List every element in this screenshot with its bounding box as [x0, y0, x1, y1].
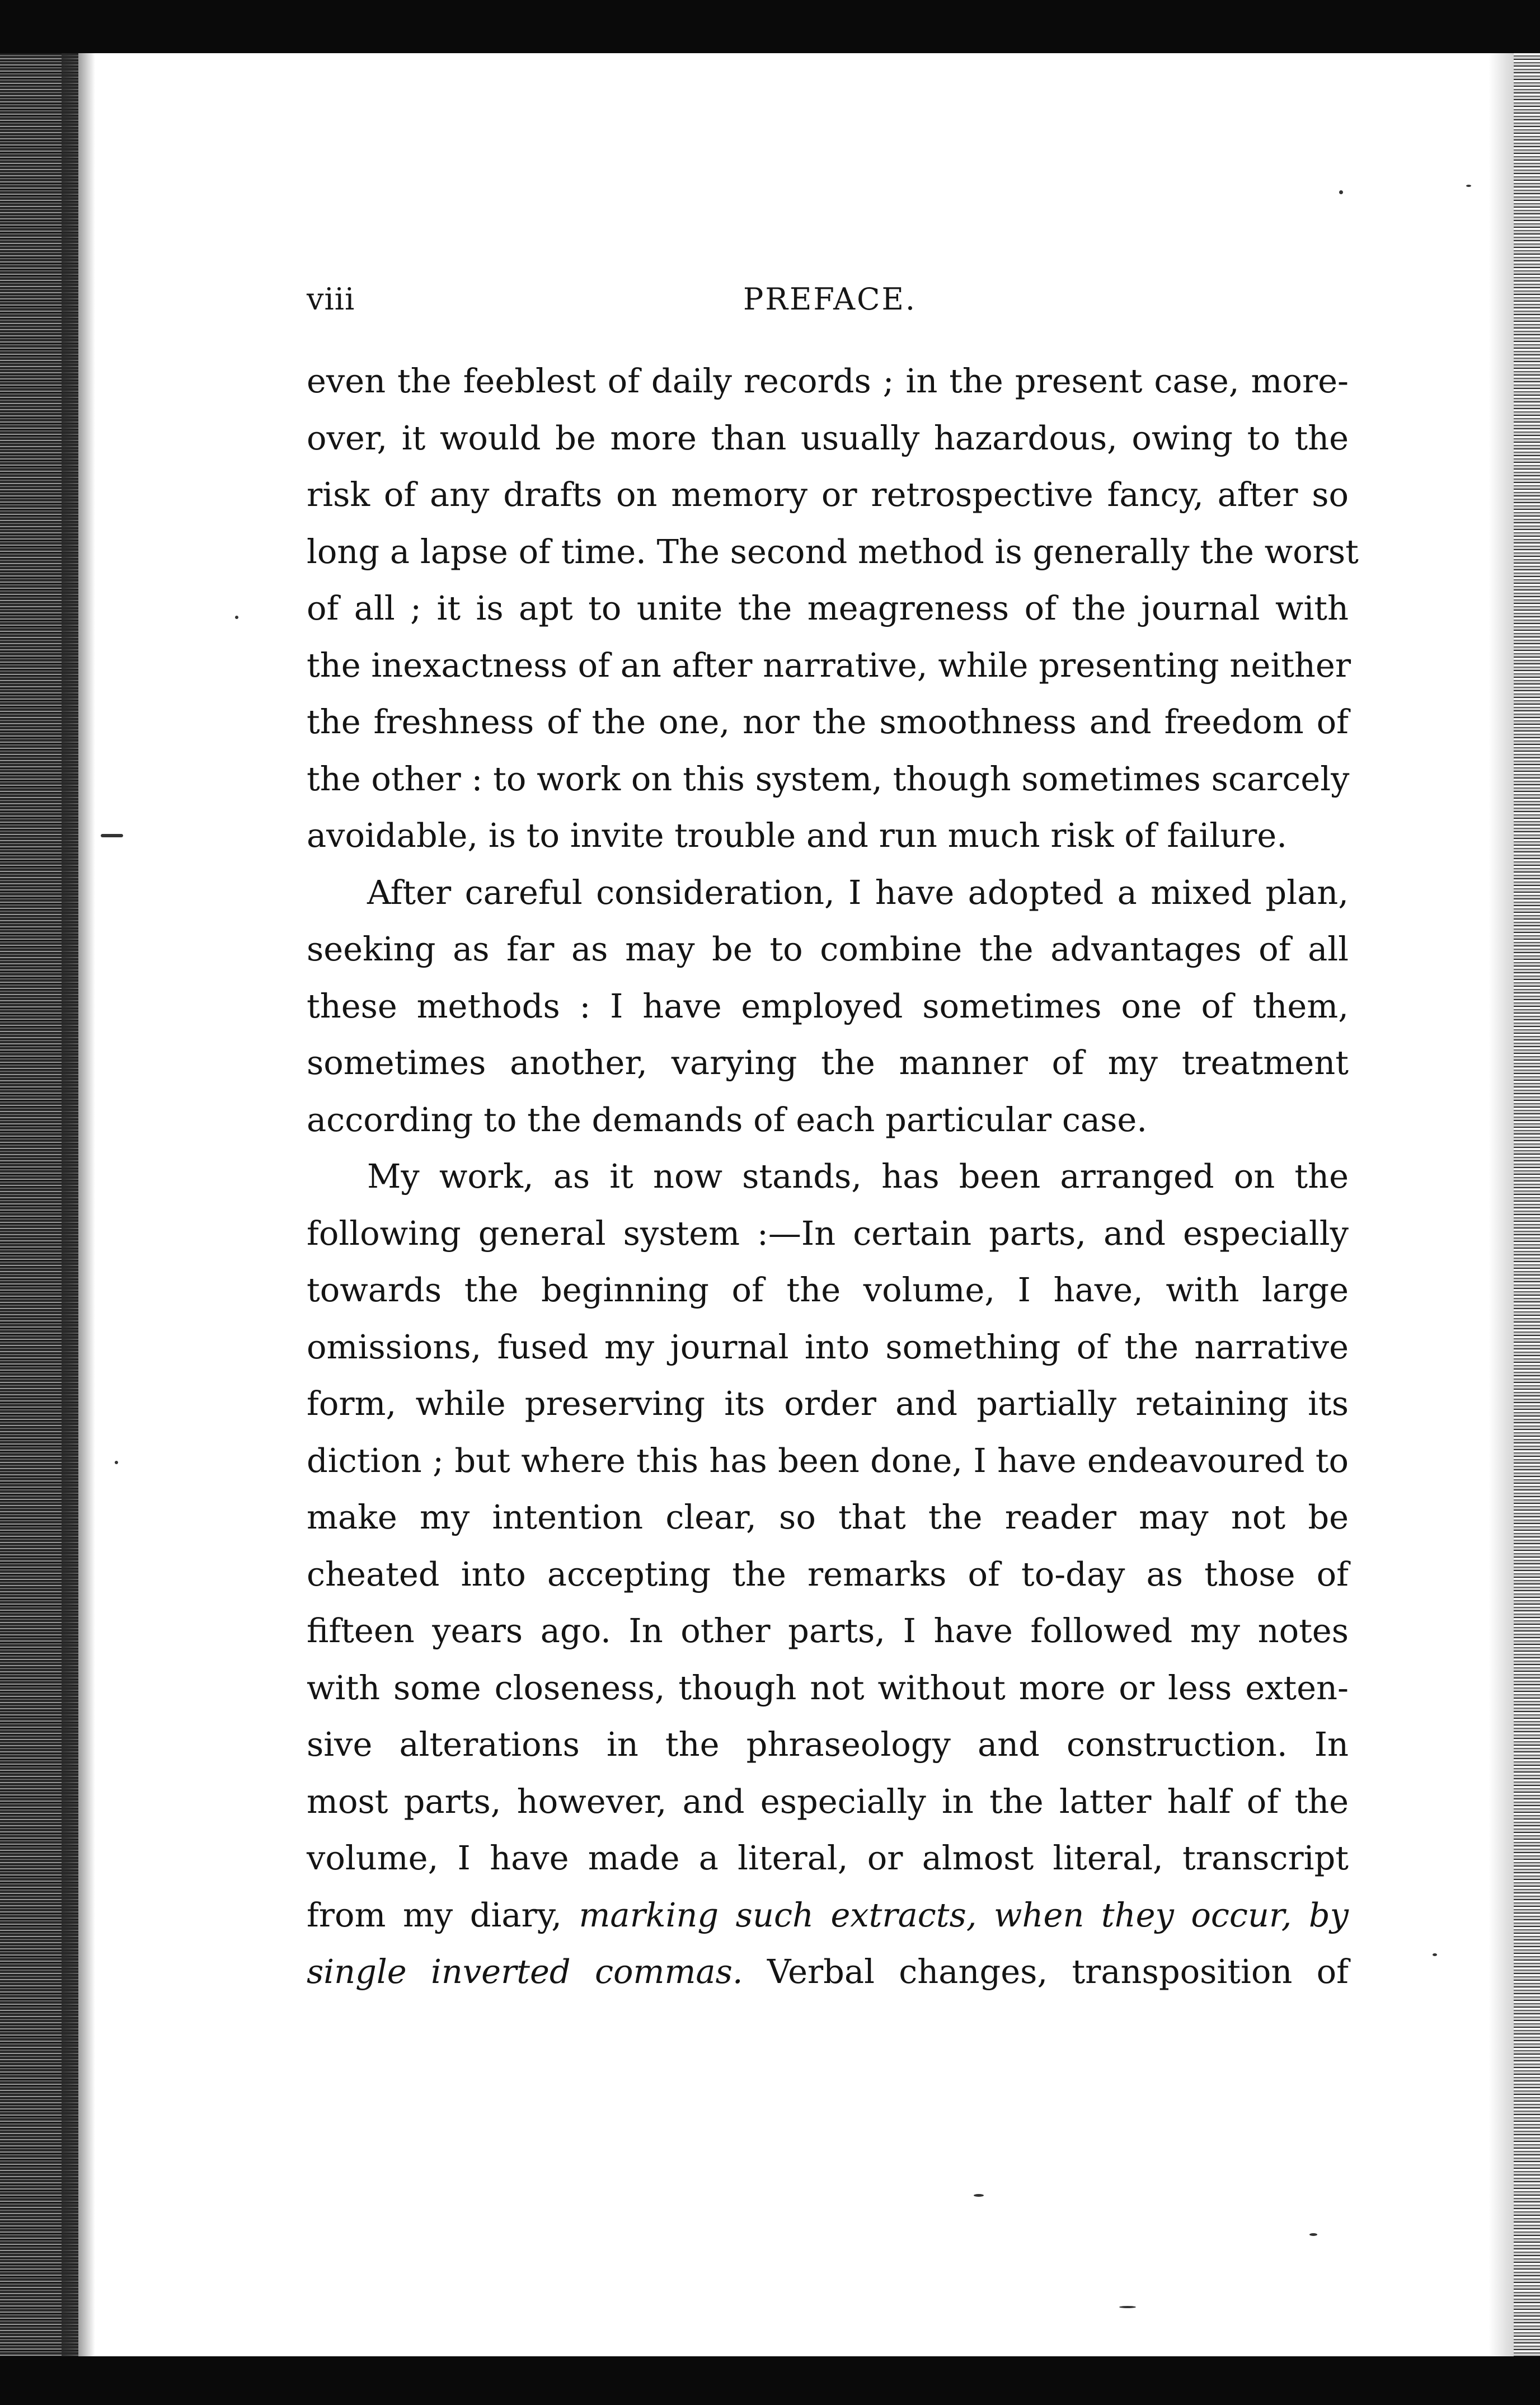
- text-line: volume, I have made a literal, or almost literal, transcript: [307, 1839, 1349, 1877]
- scan-top-border: [0, 0, 1540, 53]
- text-line: of all ; it is apt to unite the meagreness of the journal with: [307, 589, 1349, 627]
- text-line: the inexactness of an after narrative, while presenting neither: [307, 645, 1351, 685]
- text-line: these methods : I have employed sometimes one of them,: [307, 986, 1349, 1025]
- scan-speck: [1339, 190, 1343, 194]
- body-text: [307, 353, 1359, 2000]
- text-line: sometimes another, varying the manner of my treatment: [307, 1043, 1349, 1082]
- scan-speck: [974, 2194, 984, 2197]
- page-number: viii: [307, 282, 355, 317]
- text-line-mixed: [307, 1943, 1349, 2000]
- scan-left-shadow: [62, 53, 95, 2356]
- text-line: omissions, fused my journal into something of the narrative: [307, 1327, 1349, 1366]
- text-span: from my diary,: [307, 1895, 579, 1934]
- scan-bottom-border: [0, 2356, 1540, 2405]
- running-title: PREFACE.: [743, 282, 917, 317]
- text-line: fifteen years ago. In other parts, I have followed my notes: [307, 1611, 1349, 1650]
- text-line: long a lapse of time. The second method is generally the worst: [307, 532, 1359, 571]
- text-line: avoidable, is to invite trouble and run much risk of failure.: [307, 816, 1287, 855]
- scan-speck: [235, 616, 238, 619]
- text-line: even the feeblest of daily records ; in the present case, more-: [307, 362, 1349, 400]
- scan-right-page-edges: [1514, 53, 1540, 2356]
- text-line: towards the beginning of the volume, I have, with large: [307, 1271, 1349, 1309]
- text-line: make my intention clear, so that the reader may not be: [307, 1498, 1349, 1536]
- paragraph-first-line: My work, as it now stands, has been arranged on the: [367, 1157, 1349, 1196]
- text-line: following general system :—In certain parts, and especially: [307, 1213, 1349, 1253]
- scan-speck: [1119, 2306, 1136, 2308]
- text-line: diction ; but where this has been done, I have endeavoured to: [307, 1441, 1349, 1480]
- scan-speck: [1433, 1953, 1437, 1956]
- scan-right-shadow: [1489, 53, 1516, 2356]
- scan-speck: [101, 834, 123, 837]
- text-line: most parts, however, and especially in the latter half of the: [307, 1782, 1349, 1821]
- text-line: seeking as far as may be to combine the advantages of all: [307, 930, 1349, 968]
- text-line: according to the demands of each particular case.: [307, 1100, 1148, 1139]
- text-line: over, it would be more than usually hazardous, owing to the: [307, 418, 1349, 457]
- paragraph-first-line: After careful consideration, I have adopted a mixed plan,: [367, 873, 1349, 912]
- italic-text-span: single inverted commas.: [307, 1952, 743, 1991]
- text-line: sive alterations in the phraseology and construction. In: [307, 1725, 1349, 1764]
- text-span: Verbal changes, transposition of: [743, 1952, 1349, 1991]
- scan-speck: [115, 1461, 118, 1464]
- text-line: cheated into accepting the remarks of to-day as those of: [307, 1554, 1349, 1593]
- italic-text-span: marking such extracts, when they occur, by: [579, 1895, 1349, 1934]
- text-line-mixed: [307, 1887, 1349, 1944]
- scan-speck: [1466, 185, 1471, 187]
- text-line: with some closeness, though not without more or less exten-: [307, 1668, 1349, 1707]
- text-line: form, while preserving its order and partially retaining its: [307, 1384, 1349, 1423]
- text-line: the other : to work on this system, though sometimes scarcely: [307, 759, 1350, 798]
- scan-speck: [1309, 2233, 1317, 2236]
- page-header: [307, 274, 1359, 325]
- text-line: risk of any drafts on memory or retrospective fancy, after so: [307, 475, 1349, 514]
- text-line: the freshness of the one, nor the smoothness and freedom of: [307, 702, 1349, 741]
